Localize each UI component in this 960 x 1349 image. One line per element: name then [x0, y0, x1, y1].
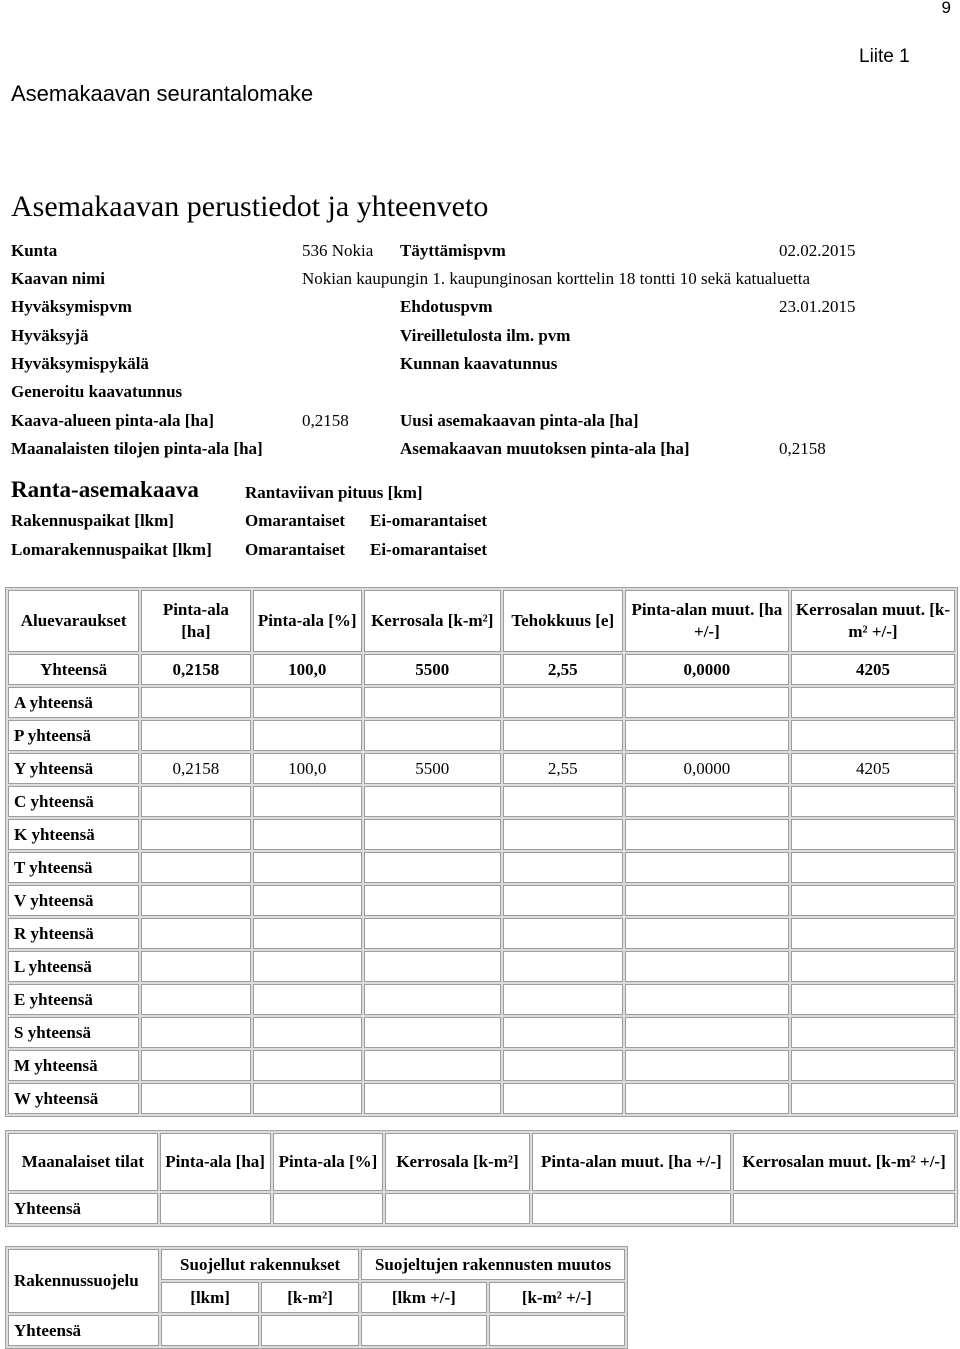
- table-cell: [253, 918, 362, 949]
- table-cell: [364, 720, 501, 751]
- aluevaraukset-header-row: [8, 590, 955, 652]
- header-m-pinta-ala-ha: Pinta-ala [ha]: [160, 1133, 271, 1191]
- rakennuspaikat-label: Rakennuspaikat [lkm]: [11, 511, 174, 530]
- table-row: [8, 1017, 955, 1048]
- rakennuspaikat-omarantaiset: Omarantaiset: [245, 511, 346, 530]
- table-cell: [364, 819, 501, 850]
- table-row: [8, 1050, 955, 1081]
- maanalaiset-pinta-ala-label: Maanalaisten tilojen pinta-ala [ha]: [11, 439, 263, 458]
- table-cell: [141, 687, 250, 718]
- table-cell: [141, 984, 250, 1015]
- table-cell: [253, 720, 362, 751]
- table-row: [8, 786, 955, 817]
- header-pinta-ala-ha: Pinta-ala [ha]: [141, 590, 250, 652]
- maanalaiset-table: [5, 1130, 958, 1227]
- table-cell: [253, 885, 362, 916]
- vireilletulo-label: Vireilletulosta ilm. pvm: [400, 326, 571, 345]
- table-cell: [503, 951, 623, 982]
- table-cell: [503, 918, 623, 949]
- table-cell: 100,0: [253, 654, 362, 685]
- table-cell: [361, 1315, 487, 1346]
- table-cell: [141, 1050, 250, 1081]
- table-cell: [503, 1050, 623, 1081]
- row-label: E yhteensä: [8, 984, 139, 1015]
- generoitu-kaavatunnus-label: Generoitu kaavatunnus: [11, 382, 183, 401]
- table-cell: 0,0000: [625, 753, 789, 784]
- table-cell: [625, 984, 789, 1015]
- header-m-pinta-ala-pct: Pinta-ala [%]: [273, 1133, 384, 1191]
- hyvaksyja-label: Hyväksyjä: [11, 326, 89, 345]
- row-label: V yhteensä: [8, 885, 139, 916]
- main-title: Asemakaavan perustiedot ja yhteenveto: [11, 190, 489, 223]
- table-cell: [625, 1050, 789, 1081]
- table-cell: [791, 918, 955, 949]
- table-cell: [364, 918, 501, 949]
- table-cell: 4205: [791, 654, 955, 685]
- header-kerrosalan-muutos: Kerrosalan muut. [k-m² +/-]: [791, 590, 955, 652]
- row-label: L yhteensä: [8, 951, 139, 982]
- table-cell: [253, 852, 362, 883]
- table-cell: [364, 1083, 501, 1114]
- table-row: [8, 654, 955, 685]
- table-cell: 2,55: [503, 753, 623, 784]
- table-cell: 5500: [364, 753, 501, 784]
- maanalaiset-total-row: [8, 1193, 955, 1224]
- header-pinta-ala-pct: Pinta-ala [%]: [253, 590, 362, 652]
- table-cell: 2,55: [503, 654, 623, 685]
- table-cell: [503, 1017, 623, 1048]
- row-label: P yhteensä: [8, 720, 139, 751]
- header-km2: [k-m²]: [261, 1282, 359, 1313]
- lomarakennuspaikat-omarantaiset: Omarantaiset: [245, 540, 346, 559]
- suojelu-total-row: [8, 1315, 625, 1346]
- tayttamispvm-label: Täyttämispvm: [400, 241, 506, 260]
- table-row: [8, 852, 955, 883]
- table-cell: [625, 1083, 789, 1114]
- table-cell: [791, 1017, 955, 1048]
- maanalaiset-header-row: [8, 1133, 955, 1191]
- muutos-pinta-ala-value: 0,2158: [779, 439, 826, 458]
- maanalaiset-total-label: Yhteensä: [8, 1193, 158, 1224]
- page-number: 9: [941, 0, 951, 17]
- table-cell: [625, 1017, 789, 1048]
- table-cell: [364, 786, 501, 817]
- header-aluevaraukset: Aluevaraukset: [8, 590, 139, 652]
- table-cell: [503, 687, 623, 718]
- table-cell: [141, 885, 250, 916]
- table-cell: [625, 918, 789, 949]
- table-cell: [503, 885, 623, 916]
- table-cell: [141, 786, 250, 817]
- table-cell: [791, 885, 955, 916]
- table-cell: [364, 1050, 501, 1081]
- table-cell: [253, 1050, 362, 1081]
- kaava-alue-value: 0,2158: [302, 411, 349, 430]
- header-kerrosala: Kerrosala [k-m²]: [364, 590, 501, 652]
- row-label: C yhteensä: [8, 786, 139, 817]
- table-cell: 0,2158: [141, 654, 250, 685]
- table-cell: [141, 1083, 250, 1114]
- table-cell: 5500: [364, 654, 501, 685]
- table-cell: [253, 687, 362, 718]
- lomarakennuspaikat-ei-omarantaiset: Ei-omarantaiset: [370, 540, 488, 559]
- header-lkm-pm: [lkm +/-]: [361, 1282, 487, 1313]
- table-cell: [625, 687, 789, 718]
- table-cell: [791, 786, 955, 817]
- table-cell: [141, 951, 250, 982]
- row-label: R yhteensä: [8, 918, 139, 949]
- table-cell: [503, 720, 623, 751]
- table-cell: [141, 819, 250, 850]
- table-cell: [791, 687, 955, 718]
- table-cell: [489, 1315, 625, 1346]
- header-m-kerrosala: Kerrosala [k-m²]: [385, 1133, 529, 1191]
- rakennuspaikat-ei-omarantaiset: Ei-omarantaiset: [370, 511, 488, 530]
- form-title: Asemakaavan seurantalomake: [11, 81, 314, 106]
- tayttamispvm-value: 02.02.2015: [779, 241, 856, 260]
- table-cell: [625, 819, 789, 850]
- suojellut-rakennukset-header: Suojellut rakennukset: [161, 1249, 359, 1280]
- table-cell: [791, 1083, 955, 1114]
- header-maanalaiset-tilat: Maanalaiset tilat: [8, 1133, 158, 1191]
- muutos-pinta-ala-label: Asemakaavan muutoksen pinta-ala [ha]: [400, 439, 690, 458]
- rakennussuojelu-label: Rakennussuojelu: [8, 1249, 159, 1313]
- ehdotuspvm-value: 23.01.2015: [779, 297, 856, 316]
- rakennussuojelu-table: [5, 1246, 628, 1349]
- table-cell: 100,0: [253, 753, 362, 784]
- table-cell: [160, 1193, 271, 1224]
- table-row: [8, 819, 955, 850]
- header-km2-pm: [k-m² +/-]: [489, 1282, 625, 1313]
- table-cell: [385, 1193, 529, 1224]
- table-cell: [253, 819, 362, 850]
- suojeltujen-muutos-header: Suojeltujen rakennusten muutos: [361, 1249, 625, 1280]
- table-cell: [503, 786, 623, 817]
- kaavan-nimi-value: Nokian kaupungin 1. kaupunginosan korttelin 18 tontti 10 sekä katualuetta: [302, 269, 811, 288]
- header-lkm: [lkm]: [161, 1282, 259, 1313]
- table-cell: 4205: [791, 753, 955, 784]
- table-cell: [364, 885, 501, 916]
- table-cell: [261, 1315, 359, 1346]
- table-cell: [503, 984, 623, 1015]
- table-cell: [625, 720, 789, 751]
- table-row: [8, 687, 955, 718]
- row-label: W yhteensä: [8, 1083, 139, 1114]
- hyvaksymispvm-label: Hyväksymispvm: [11, 297, 132, 316]
- kaava-alue-label: Kaava-alueen pinta-ala [ha]: [11, 411, 215, 430]
- table-cell: [364, 852, 501, 883]
- table-row: [8, 951, 955, 982]
- row-label: K yhteensä: [8, 819, 139, 850]
- kunta-value: 536 Nokia: [302, 241, 374, 260]
- suojelu-header-row-1: [8, 1249, 625, 1280]
- row-label: M yhteensä: [8, 1050, 139, 1081]
- table-cell: [791, 819, 955, 850]
- table-cell: [791, 720, 955, 751]
- table-row: [8, 984, 955, 1015]
- header-pinta-alan-muutos: Pinta-alan muut. [ha +/-]: [625, 590, 789, 652]
- row-label: Y yhteensä: [8, 753, 139, 784]
- row-label: A yhteensä: [8, 687, 139, 718]
- table-cell: [532, 1193, 732, 1224]
- uusi-pinta-ala-label: Uusi asemakaavan pinta-ala [ha]: [400, 411, 639, 430]
- header-m-kerrosalan-muutos: Kerrosalan muut. [k-m² +/-]: [733, 1133, 955, 1191]
- kaavan-nimi-label: Kaavan nimi: [11, 269, 105, 288]
- kunta-label: Kunta: [11, 241, 58, 260]
- row-label: S yhteensä: [8, 1017, 139, 1048]
- table-cell: [253, 1017, 362, 1048]
- table-cell: [625, 951, 789, 982]
- table-cell: [161, 1315, 259, 1346]
- lomarakennuspaikat-label: Lomarakennuspaikat [lkm]: [11, 540, 212, 559]
- table-cell: [733, 1193, 955, 1224]
- table-cell: [791, 1050, 955, 1081]
- ranta-title: Ranta-asemakaava: [11, 477, 199, 502]
- table-cell: [625, 852, 789, 883]
- table-cell: [364, 687, 501, 718]
- table-cell: [791, 852, 955, 883]
- table-row: [8, 1083, 955, 1114]
- table-cell: [141, 918, 250, 949]
- aluevaraukset-table: [5, 587, 958, 1117]
- kunnan-kaavatunnus-label: Kunnan kaavatunnus: [400, 354, 558, 373]
- table-cell: 0,2158: [141, 753, 250, 784]
- rantaviiva-label: Rantaviivan pituus [km]: [245, 483, 423, 502]
- row-label: T yhteensä: [8, 852, 139, 883]
- table-cell: [503, 852, 623, 883]
- table-cell: [791, 951, 955, 982]
- header-m-pinta-alan-muutos: Pinta-alan muut. [ha +/-]: [532, 1133, 732, 1191]
- table-cell: [253, 984, 362, 1015]
- table-cell: [141, 1017, 250, 1048]
- table-cell: [503, 1083, 623, 1114]
- table-row: [8, 720, 955, 751]
- table-cell: [253, 786, 362, 817]
- table-cell: [625, 885, 789, 916]
- table-row: [8, 753, 955, 784]
- table-cell: [273, 1193, 384, 1224]
- table-cell: [253, 951, 362, 982]
- table-cell: [791, 984, 955, 1015]
- table-cell: [364, 1017, 501, 1048]
- table-cell: [364, 951, 501, 982]
- table-row: [8, 885, 955, 916]
- table-cell: [625, 786, 789, 817]
- hyvaksymispykala-label: Hyväksymispykälä: [11, 354, 149, 373]
- header-tehokkuus: Tehokkuus [e]: [503, 590, 623, 652]
- table-cell: [141, 720, 250, 751]
- table-cell: [253, 1083, 362, 1114]
- attachment-label: Liite 1: [859, 46, 910, 67]
- table-row: [8, 918, 955, 949]
- table-cell: [141, 852, 250, 883]
- suojelu-total-label: Yhteensä: [8, 1315, 159, 1346]
- table-cell: [503, 819, 623, 850]
- table-cell: [364, 984, 501, 1015]
- ehdotuspvm-label: Ehdotuspvm: [400, 297, 493, 316]
- row-label: Yhteensä: [8, 654, 139, 685]
- table-cell: 0,0000: [625, 654, 789, 685]
